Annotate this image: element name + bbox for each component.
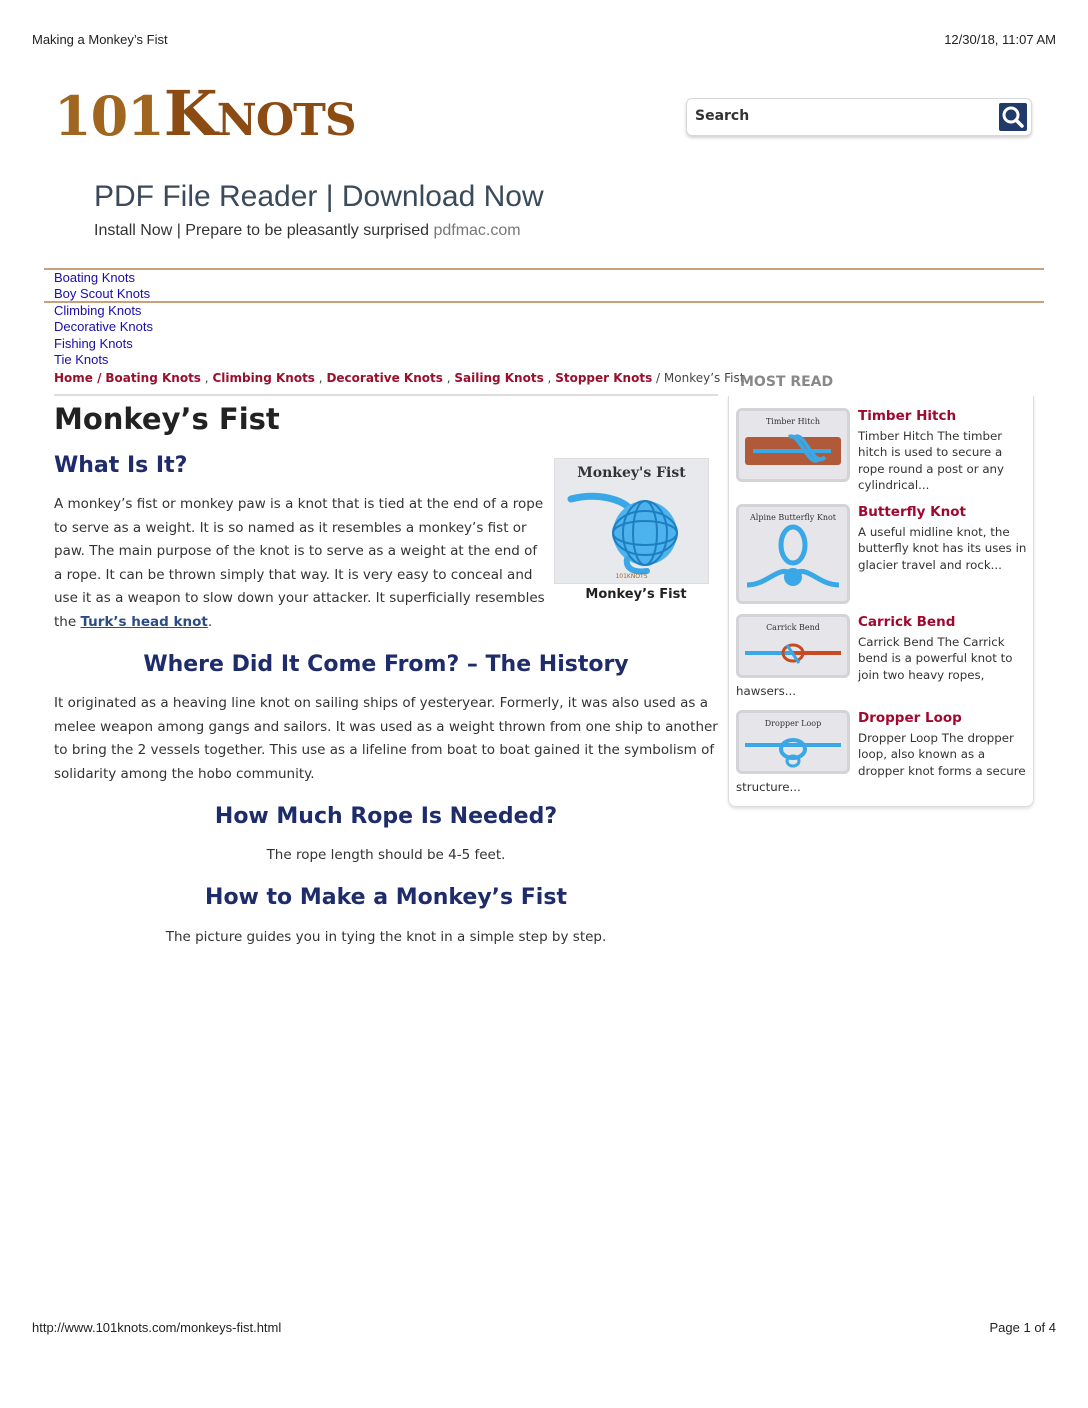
- figure-caption: Monkey’s Fist: [585, 587, 687, 602]
- search-input[interactable]: Search: [695, 108, 750, 124]
- heading-rope-needed: How Much Rope Is Needed?: [214, 804, 558, 829]
- thumb-label: Alpine Butterfly Knot: [749, 513, 837, 522]
- figure-label: Monkey's Fist: [577, 465, 686, 481]
- breadcrumb-sep: ,: [446, 371, 451, 385]
- search-button[interactable]: [999, 103, 1027, 131]
- sidebar-excerpt-overflow: hawsers...: [736, 684, 797, 698]
- figure-brand: 101KNOTS: [615, 573, 648, 580]
- breadcrumb-current: / Monkey’s Fist: [656, 371, 745, 385]
- breadcrumb-sep: ,: [318, 371, 323, 385]
- sidebar-excerpt: Carrick Bend The Carrick bend is a powerful knot to join two heavy ropes,: [858, 635, 1013, 682]
- ad-domain: pdfmac.com: [433, 222, 521, 239]
- nav-item-boating[interactable]: Boating Knots: [54, 270, 135, 285]
- heading-how-to-make: How to Make a Monkey’s Fist: [205, 885, 567, 910]
- sidebar-link-butterfly-knot[interactable]: Butterfly Knot: [858, 504, 966, 520]
- sidebar-excerpt-overflow: structure...: [736, 780, 801, 794]
- page-title: Monkey’s Fist: [54, 402, 280, 436]
- thumb-label: Dropper Loop: [764, 719, 822, 728]
- thumb-timber-hitch[interactable]: [736, 408, 850, 482]
- breadcrumb-rule: [54, 394, 718, 396]
- sidebar-link-carrick-bend[interactable]: Carrick Bend: [858, 614, 956, 630]
- print-timestamp: 12/30/18, 11:07 AM: [944, 32, 1056, 47]
- nav-item-climbing[interactable]: Climbing Knots: [54, 302, 142, 318]
- ad-title[interactable]: PDF File Reader | Download Now: [94, 180, 544, 213]
- site-logo[interactable]: [54, 77, 356, 150]
- breadcrumb-decorative[interactable]: Decorative Knots: [326, 371, 443, 385]
- nav-rule-top: [44, 268, 1044, 270]
- sidebar-title: MOST READ: [740, 374, 834, 390]
- paragraph-what-is-it: [54, 493, 546, 635]
- ad-subtitle-text: Install Now | Prepare to be pleasantly surprised: [94, 222, 429, 239]
- breadcrumb-stopper[interactable]: Stopper Knots: [555, 371, 653, 385]
- thumb-carrick-bend[interactable]: [736, 614, 850, 678]
- nav-item-fishing[interactable]: Fishing Knots: [54, 335, 133, 351]
- breadcrumb-sep: ,: [204, 371, 209, 385]
- thumb-dropper-loop[interactable]: [736, 710, 850, 774]
- monkeys-fist-knot-icon: [555, 485, 708, 575]
- thumb-label: Timber Hitch: [765, 417, 821, 426]
- print-page-title: Making a Monkey’s Fist: [32, 32, 168, 47]
- paragraph-how-to-make: The picture guides you in tying the knot in a simple step by step.: [165, 929, 607, 945]
- turks-head-knot-link[interactable]: Turk’s head knot: [80, 613, 208, 630]
- logo-nots: NOTS: [216, 95, 356, 146]
- paragraph-what-text: A monkey’s fist or monkey paw is a knot that is tied at the end of a rope to serve as a weight. It is so named as it resembles a monkey’s fist or paw. The main purpose of the knot is to serve as a weight at the end of a rope. It can be thrown simply that way. It is very easy to conceal and use it as a weapon to slow down your attacker. It superficially resembles the: [54, 496, 545, 630]
- sidebar-excerpt: A useful midline knot, the butterfly knot has its uses in glacier travel and rock...: [858, 525, 1027, 572]
- logo-k: K: [163, 77, 217, 150]
- nav-item-boy-scout[interactable]: Boy Scout Knots: [54, 286, 151, 302]
- sidebar-link-timber-hitch[interactable]: Timber Hitch: [858, 408, 957, 424]
- timber-hitch-icon: [739, 429, 847, 473]
- butterfly-knot-icon: [739, 523, 847, 599]
- main-nav: [54, 270, 153, 368]
- nav-item-tie[interactable]: Tie Knots: [54, 352, 109, 368]
- sidebar-excerpt: Dropper Loop The dropper loop, also known as a dropper knot forms a secure: [858, 731, 1026, 778]
- heading-what-is-it: What Is It?: [54, 453, 188, 478]
- sidebar-excerpt: Timber Hitch The timber hitch is used to secure a rope round a post or any cylindrical...: [858, 429, 1005, 493]
- breadcrumb-boating[interactable]: Boating Knots: [105, 371, 201, 385]
- breadcrumb: [54, 370, 744, 386]
- nav-item-decorative[interactable]: Decorative Knots: [54, 319, 153, 335]
- paragraph-rope-needed: The rope length should be 4-5 feet.: [266, 847, 506, 863]
- search-icon: [999, 103, 1027, 131]
- breadcrumb-climbing[interactable]: Climbing Knots: [212, 371, 315, 385]
- paragraph-history: It originated as a heaving line knot on sailing ships of yesteryear. Formerly, it was also used as a melee weapon among gangs and sailors. It was used as a weight thrown from one ship to another to bring the 2 vessels together. This use as a lifeline from boat to boat gained it the symbolism of solidarity among the hobo community.: [54, 695, 718, 782]
- logo-number: 101: [54, 84, 164, 148]
- breadcrumb-sailing[interactable]: Sailing Knots: [454, 371, 544, 385]
- ad-subtitle[interactable]: [94, 222, 521, 240]
- heading-history: Where Did It Come From? – The History: [143, 652, 629, 677]
- dropper-loop-icon: [739, 731, 847, 769]
- carrick-bend-icon: [739, 635, 847, 673]
- nav-rule-bottom: [44, 301, 1044, 303]
- print-url: http://www.101knots.com/monkeys-fist.html: [32, 1320, 282, 1335]
- sidebar-link-dropper-loop[interactable]: Dropper Loop: [858, 710, 962, 726]
- paragraph-what-end: .: [207, 613, 213, 630]
- print-page-number: Page 1 of 4: [989, 1320, 1056, 1335]
- breadcrumb-sep: ,: [547, 371, 552, 385]
- thumb-butterfly-knot[interactable]: [736, 504, 850, 604]
- breadcrumb-home[interactable]: Home /: [54, 371, 102, 385]
- search-box[interactable]: [686, 98, 1032, 136]
- monkeys-fist-image: [554, 458, 709, 584]
- thumb-label: Carrick Bend: [766, 623, 820, 632]
